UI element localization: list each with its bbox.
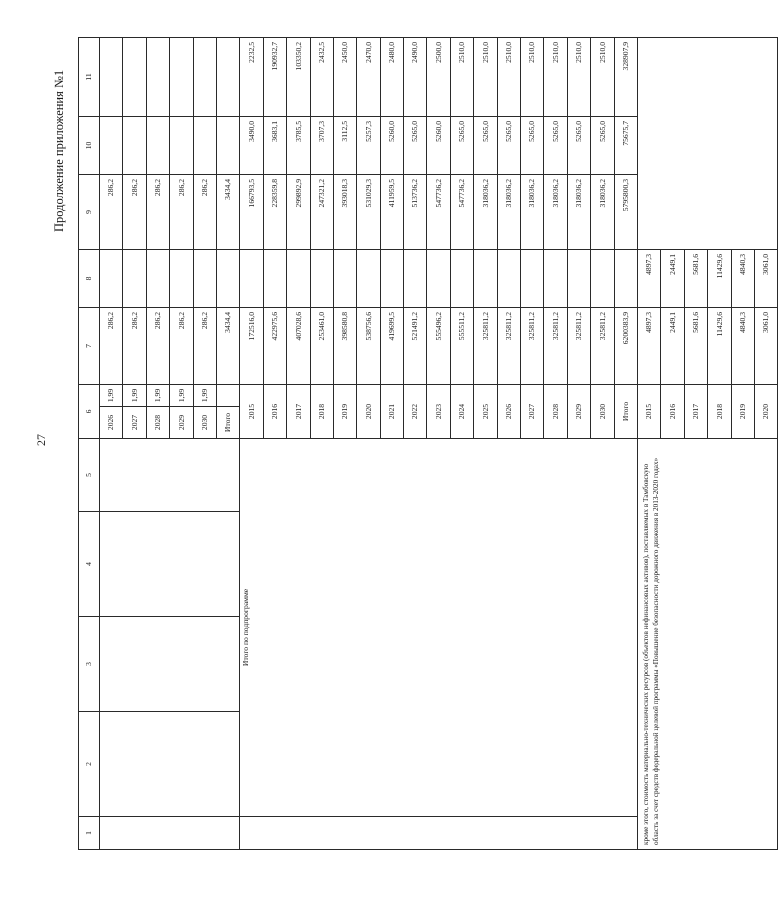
year-cell: 2016 (661, 384, 684, 438)
empty-cell (100, 817, 240, 850)
value-cell: 422975,6 (263, 307, 286, 384)
value-cell: 538756,6 (357, 307, 380, 384)
value-cell: 2450,0 (333, 37, 356, 116)
column-number: 11 (79, 37, 100, 116)
value-cell (100, 249, 123, 307)
value-cell: 1,99 (123, 384, 146, 406)
value-cell (170, 37, 193, 116)
value-cell: 2510,0 (567, 37, 590, 116)
value-cell: 1,99 (100, 384, 123, 406)
value-cell: 4897,3 (637, 249, 660, 307)
value-cell: 2500,0 (427, 37, 450, 116)
year-cell: Итого (216, 407, 239, 439)
year-cell: 2017 (684, 384, 707, 438)
year-cell: 2021 (380, 384, 403, 438)
table-body (79, 37, 778, 849)
value-cell (357, 249, 380, 307)
value-cell: 166793,5 (240, 174, 263, 249)
year-cell: 2029 (567, 384, 590, 438)
value-cell (240, 249, 263, 307)
value-cell (123, 249, 146, 307)
empty-cell (637, 37, 777, 249)
empty-cell (240, 817, 638, 850)
value-cell: 1,99 (146, 384, 169, 406)
value-cell: 325811,2 (521, 307, 544, 384)
value-cell (263, 249, 286, 307)
value-cell (216, 384, 239, 406)
rotated-table-sheet (78, 38, 771, 850)
value-cell: 286,2 (193, 307, 216, 384)
value-cell: 286,2 (123, 174, 146, 249)
value-cell: 325811,2 (474, 307, 497, 384)
column-number: 8 (79, 249, 100, 307)
year-cell: 2028 (544, 384, 567, 438)
value-cell: 398580,8 (333, 307, 356, 384)
value-cell: 419699,5 (380, 307, 403, 384)
year-cell: 2027 (123, 407, 146, 439)
value-cell: 555511,2 (450, 307, 473, 384)
year-cell: 2018 (310, 384, 333, 438)
value-cell: 253461,0 (310, 307, 333, 384)
value-cell (146, 249, 169, 307)
value-cell (193, 37, 216, 116)
value-cell: 2470,0 (357, 37, 380, 116)
value-cell: 286,2 (193, 174, 216, 249)
value-cell: 318036,2 (497, 174, 520, 249)
year-cell: 2030 (193, 407, 216, 439)
value-cell: 547736,2 (450, 174, 473, 249)
subprogram-total-label: Итого по подпрограмме (240, 439, 638, 817)
value-cell (333, 249, 356, 307)
value-cell: 286,2 (146, 307, 169, 384)
value-cell: 286,2 (170, 307, 193, 384)
value-cell: 2232,5 (240, 37, 263, 116)
value-cell: 5265,0 (497, 116, 520, 174)
empty-cell (100, 617, 240, 712)
federal-resources-label: кроме этого, стоимость материально-технических ресурсов (объектов нефинансовых активов), поставляемых в Тамбовскую область за счет средств федеральной целевой программы «Повышение безопасности дорожного движения в 2013-2020 годах» (637, 439, 777, 850)
value-cell: 5681,6 (684, 307, 707, 384)
value-cell: 2449,1 (661, 307, 684, 384)
year-cell: 2015 (637, 384, 660, 438)
value-cell (404, 249, 427, 307)
value-cell: 2480,0 (380, 37, 403, 116)
year-cell: 2022 (404, 384, 427, 438)
year-cell: 2015 (240, 384, 263, 438)
value-cell: 318036,2 (544, 174, 567, 249)
table-row (637, 37, 660, 849)
value-cell (591, 249, 614, 307)
value-cell (216, 116, 239, 174)
value-cell: 325811,2 (591, 307, 614, 384)
value-cell: 411959,5 (380, 174, 403, 249)
value-cell: 3434,4 (216, 174, 239, 249)
value-cell: 11429,6 (708, 307, 731, 384)
value-cell: 5260,0 (380, 116, 403, 174)
value-cell: 5265,0 (591, 116, 614, 174)
year-cell: 2028 (146, 407, 169, 439)
value-cell: 325811,2 (544, 307, 567, 384)
value-cell (287, 249, 310, 307)
value-cell: 5265,0 (474, 116, 497, 174)
value-cell: 3490,0 (240, 116, 263, 174)
value-cell: 407028,6 (287, 307, 310, 384)
value-cell (450, 249, 473, 307)
value-cell: 247321,2 (310, 174, 333, 249)
value-cell: 5265,0 (544, 116, 567, 174)
column-number: 9 (79, 174, 100, 249)
value-cell (521, 249, 544, 307)
value-cell: 3683,1 (263, 116, 286, 174)
value-cell: 5265,0 (567, 116, 590, 174)
value-cell: 547736,2 (427, 174, 450, 249)
value-cell: 2510,0 (521, 37, 544, 116)
value-cell (380, 249, 403, 307)
value-cell: 11429,6 (708, 249, 731, 307)
value-cell (123, 116, 146, 174)
value-cell: 2449,1 (661, 249, 684, 307)
value-cell: 328907,9 (614, 37, 637, 116)
value-cell: 5795800,3 (614, 174, 637, 249)
value-cell: 2510,0 (544, 37, 567, 116)
year-cell: 2025 (474, 384, 497, 438)
year-cell: 2029 (170, 407, 193, 439)
value-cell (216, 249, 239, 307)
column-number: 5 (79, 439, 100, 512)
value-cell: 318036,2 (474, 174, 497, 249)
value-cell (170, 116, 193, 174)
value-cell (193, 116, 216, 174)
value-cell: 286,2 (146, 174, 169, 249)
year-cell: 2019 (333, 384, 356, 438)
value-cell: 1,99 (170, 384, 193, 406)
year-cell: 2020 (754, 384, 777, 438)
value-cell: 2490,0 (404, 37, 427, 116)
year-cell: 2020 (357, 384, 380, 438)
year-cell: 2023 (427, 384, 450, 438)
column-number: 6 (79, 384, 100, 438)
value-cell: 286,2 (170, 174, 193, 249)
empty-cell (100, 712, 240, 817)
column-number-row (79, 37, 100, 849)
value-cell: 2510,0 (591, 37, 614, 116)
value-cell: 2510,0 (474, 37, 497, 116)
value-cell: 75675,7 (614, 116, 637, 174)
value-cell: 5260,0 (427, 116, 450, 174)
value-cell: 393018,3 (333, 174, 356, 249)
value-cell (567, 249, 590, 307)
year-cell: 2030 (591, 384, 614, 438)
value-cell: 318036,2 (521, 174, 544, 249)
value-cell: 3785,5 (287, 116, 310, 174)
value-cell (310, 249, 333, 307)
value-cell: 5681,6 (684, 249, 707, 307)
value-cell (146, 37, 169, 116)
table-row (240, 37, 263, 849)
value-cell: 4897,3 (637, 307, 660, 384)
column-number: 2 (79, 712, 100, 817)
value-cell (474, 249, 497, 307)
value-cell: 4840,3 (731, 307, 754, 384)
table-row (100, 37, 123, 849)
year-cell: 2018 (708, 384, 731, 438)
value-cell: 228359,8 (263, 174, 286, 249)
column-number: 1 (79, 817, 100, 850)
value-cell: 286,2 (123, 307, 146, 384)
value-cell: 3707,3 (310, 116, 333, 174)
value-cell: 325811,2 (567, 307, 590, 384)
value-cell: 3112,5 (333, 116, 356, 174)
value-cell (100, 37, 123, 116)
value-cell (614, 249, 637, 307)
year-cell: 2026 (497, 384, 520, 438)
year-cell: 2019 (731, 384, 754, 438)
value-cell: 2510,0 (497, 37, 520, 116)
value-cell: 3434,4 (216, 307, 239, 384)
value-cell: 5265,0 (450, 116, 473, 174)
value-cell: 325811,2 (497, 307, 520, 384)
column-number: 10 (79, 116, 100, 174)
value-cell: 2510,0 (450, 37, 473, 116)
year-cell: 2017 (287, 384, 310, 438)
year-cell: 2027 (521, 384, 544, 438)
value-cell: 531029,3 (357, 174, 380, 249)
value-cell (216, 37, 239, 116)
value-cell: 172516,0 (240, 307, 263, 384)
column-number: 3 (79, 617, 100, 712)
value-cell: 318036,2 (567, 174, 590, 249)
value-cell: 3061,0 (754, 307, 777, 384)
value-cell: 103350,2 (287, 37, 310, 116)
value-cell: 4840,3 (731, 249, 754, 307)
value-cell: 318036,2 (591, 174, 614, 249)
value-cell: 286,2 (100, 174, 123, 249)
value-cell (427, 249, 450, 307)
appendix-heading: Продолжение приложения №1 (52, 69, 66, 232)
value-cell (123, 37, 146, 116)
value-cell: 6200383,9 (614, 307, 637, 384)
value-cell: 5265,0 (521, 116, 544, 174)
value-cell: 2432,5 (310, 37, 333, 116)
value-cell: 3061,0 (754, 249, 777, 307)
value-cell: 5265,0 (404, 116, 427, 174)
empty-cell (100, 439, 240, 512)
value-cell: 513736,2 (404, 174, 427, 249)
value-cell (170, 249, 193, 307)
value-cell: 521491,2 (404, 307, 427, 384)
value-cell (100, 116, 123, 174)
year-cell: 2026 (100, 407, 123, 439)
data-table (78, 37, 778, 850)
year-cell: 2024 (450, 384, 473, 438)
value-cell (497, 249, 520, 307)
value-cell: 190932,7 (263, 37, 286, 116)
year-cell: 2016 (263, 384, 286, 438)
value-cell (544, 249, 567, 307)
value-cell: 299892,9 (287, 174, 310, 249)
column-number: 4 (79, 512, 100, 617)
value-cell: 5257,3 (357, 116, 380, 174)
value-cell (193, 249, 216, 307)
column-number: 7 (79, 307, 100, 384)
year-cell: Итого (614, 384, 637, 438)
value-cell (146, 116, 169, 174)
page-number: 27 (34, 434, 48, 446)
empty-cell (100, 512, 240, 617)
value-cell: 286,2 (100, 307, 123, 384)
value-cell: 1,99 (193, 384, 216, 406)
value-cell: 555496,2 (427, 307, 450, 384)
